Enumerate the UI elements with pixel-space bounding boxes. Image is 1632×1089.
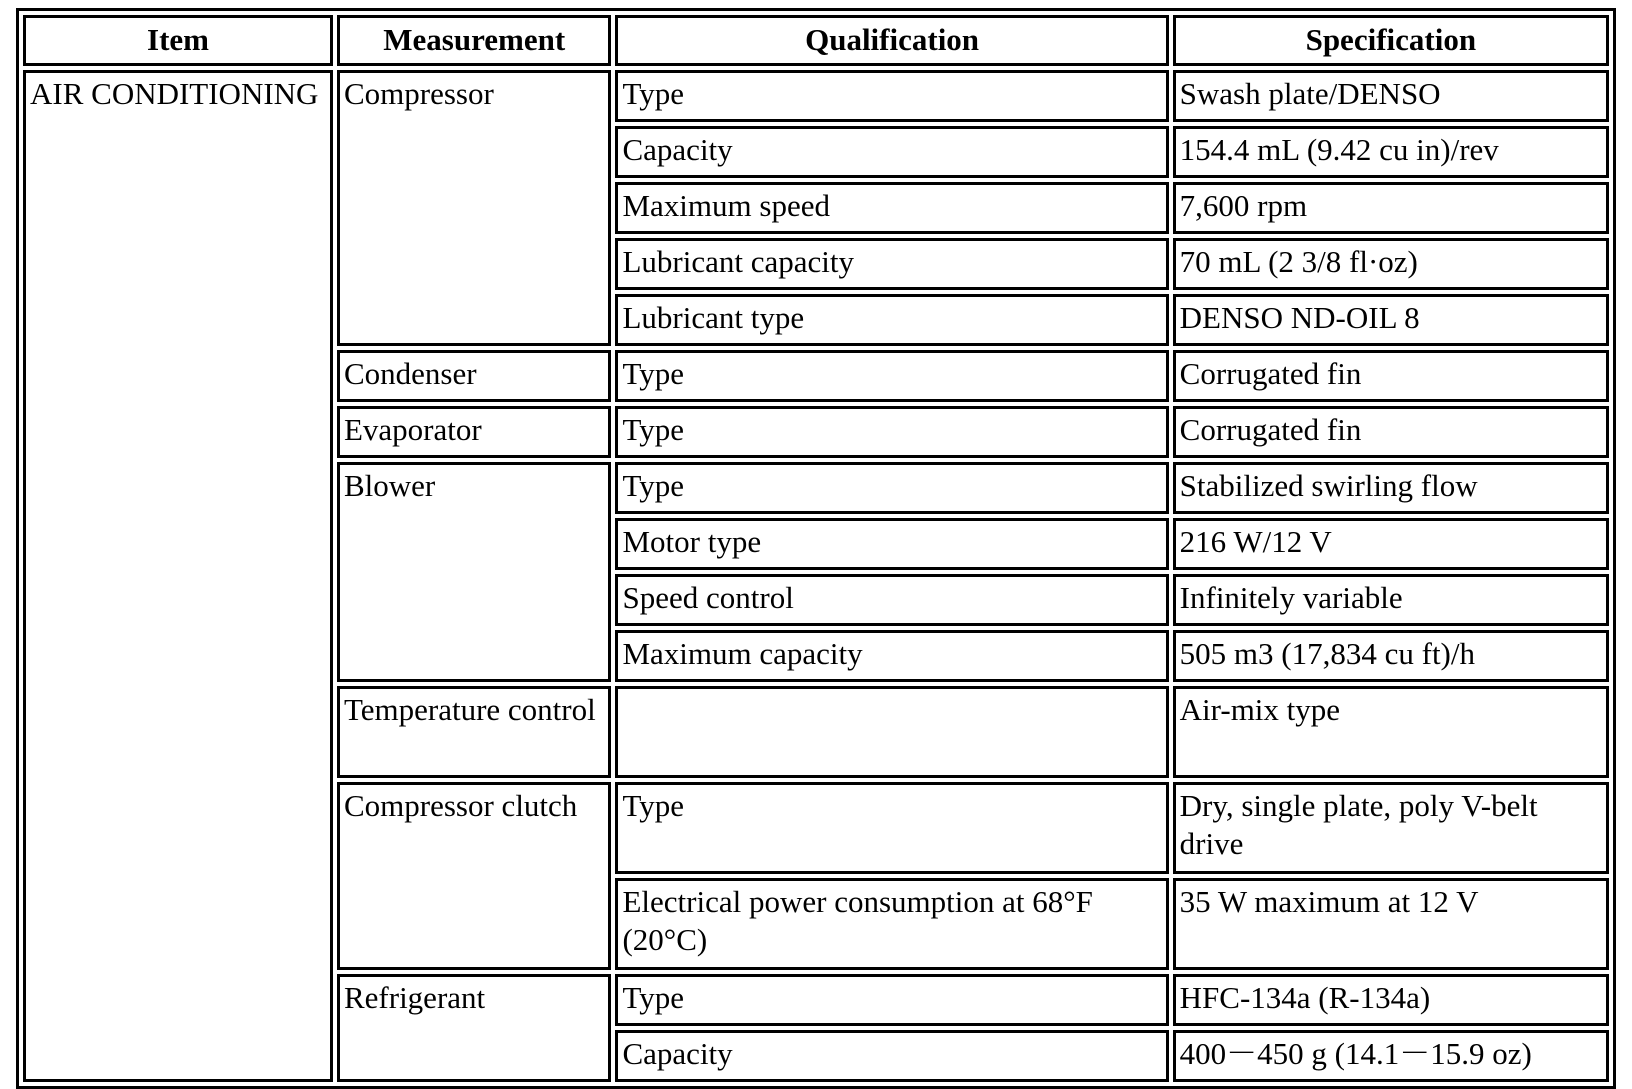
header-specification: Specification [1173,15,1609,66]
measurement-cell: Compressor clutch [337,782,612,970]
measurement-cell: Temperature control [337,686,612,778]
qualification-cell: Type [615,350,1168,402]
specification-cell: 216 W/12 V [1173,518,1609,570]
header-row [23,15,1609,66]
measurement-cell: Compressor [337,70,612,346]
qualification-cell: Capacity [615,126,1168,178]
table-body [23,70,1609,1082]
qualification-cell: Speed control [615,574,1168,626]
measurement-cell: Refrigerant [337,974,612,1082]
header-item: Item [23,15,333,66]
specification-cell: Stabilized swirling flow [1173,462,1609,514]
specification-cell: Swash plate/DENSO [1173,70,1609,122]
specification-cell: Dry, single plate, poly V-belt drive [1173,782,1609,874]
qualification-cell: Lubricant type [615,294,1168,346]
measurement-cell: Blower [337,462,612,682]
specification-cell: 70 mL (2 3/8 fl·oz) [1173,238,1609,290]
specification-cell: HFC-134a (R-134a) [1173,974,1609,1026]
item-cell: AIR CONDITIONING [23,70,333,1082]
qualification-cell [615,686,1168,778]
measurement-cell: Condenser [337,350,612,402]
specification-cell: Corrugated fin [1173,350,1609,402]
qualification-cell: Motor type [615,518,1168,570]
qualification-cell: Maximum capacity [615,630,1168,682]
qualification-cell: Capacity [615,1030,1168,1082]
specification-cell: Corrugated fin [1173,406,1609,458]
qualification-cell: Maximum speed [615,182,1168,234]
measurement-cell: Evaporator [337,406,612,458]
table-header [23,15,1609,66]
qualification-cell: Electrical power consumption at 68°F (20°C) [615,878,1168,970]
specification-cell: 154.4 mL (9.42 cu in)/rev [1173,126,1609,178]
specification-cell: 400－450 g (14.1－15.9 oz) [1173,1030,1609,1082]
specification-cell: Air-mix type [1173,686,1609,778]
specification-cell: 505 m3 (17,834 cu ft)/h [1173,630,1609,682]
specification-cell: 35 W maximum at 12 V [1173,878,1609,970]
specification-cell: DENSO ND-OIL 8 [1173,294,1609,346]
qualification-cell: Type [615,406,1168,458]
qualification-cell: Type [615,974,1168,1026]
specification-cell: 7,600 rpm [1173,182,1609,234]
table-row [23,70,1609,122]
qualification-cell: Type [615,782,1168,874]
qualification-cell: Type [615,462,1168,514]
header-measurement: Measurement [337,15,612,66]
qualification-cell: Type [615,70,1168,122]
header-qualification: Qualification [615,15,1168,66]
specification-cell: Infinitely variable [1173,574,1609,626]
qualification-cell: Lubricant capacity [615,238,1168,290]
specification-table [16,8,1616,1089]
